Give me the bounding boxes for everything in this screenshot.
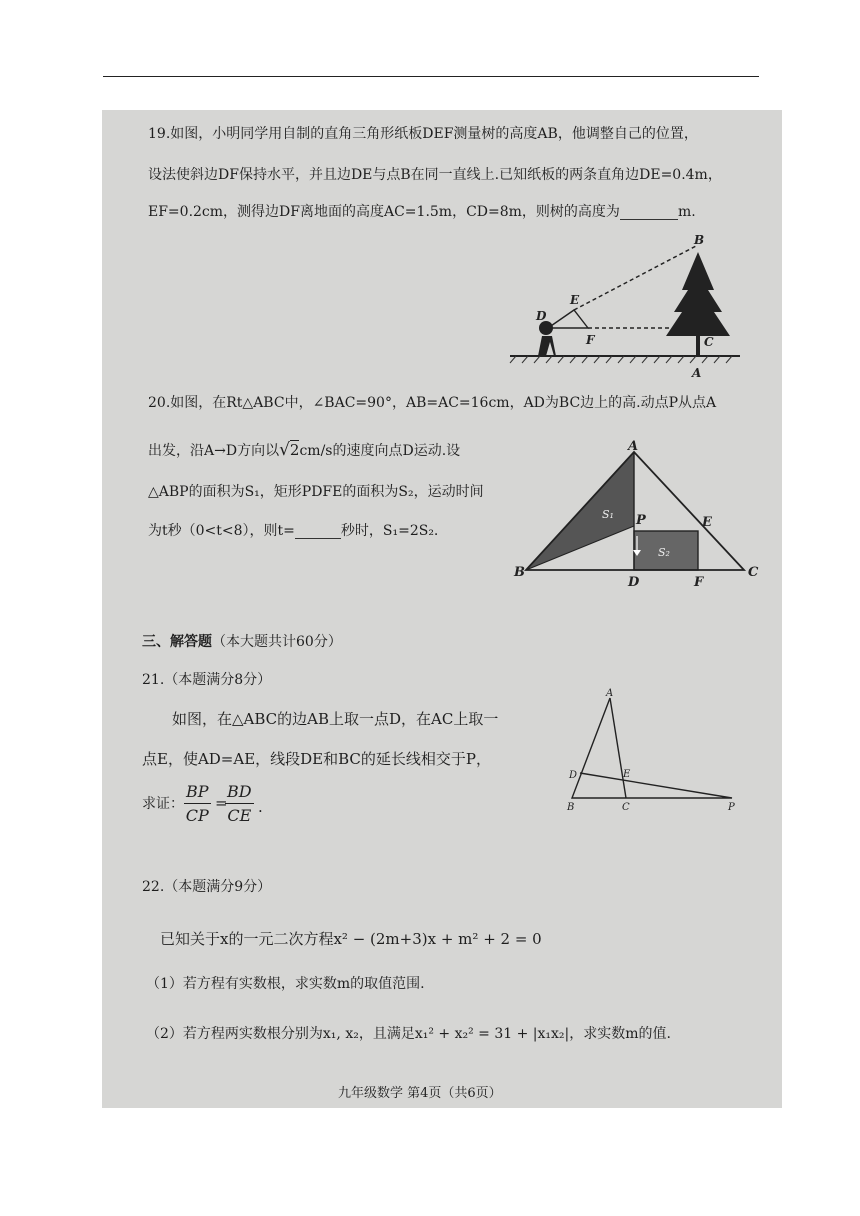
q19-line3 (148, 205, 696, 220)
fig20-label-A: A (628, 439, 639, 454)
q19-unit: m. (677, 204, 696, 220)
answer-blank[interactable] (620, 205, 678, 220)
q19-figure (508, 232, 748, 382)
fig20-label-S1: S₁ (602, 508, 614, 521)
q22-part1: （1）若方程有实数根，求实数m的取值范围. (146, 976, 425, 992)
fig21-label-A: A (606, 688, 614, 699)
fig21-label-P: P (728, 802, 735, 813)
q19-line1: 19.如图，小明同学用自制的直角三角形纸板DEF测量树的高度AB，他调整自己的位置， (148, 126, 698, 142)
fraction-bp-cp (184, 782, 211, 825)
frac1-numerator: BP (184, 782, 211, 804)
fig20-label-B: B (514, 565, 525, 580)
q20-figure (512, 440, 762, 590)
q22-part2: （2）若方程两实数根分别为x₁, x₂，且满足x₁² + x₂² = 31 + |x₁x₂|，求实数m的值. (146, 1026, 671, 1042)
q22-equation: 已知关于x的一元二次方程x² − (2m+3)x + m² + 2 = 0 (160, 930, 542, 948)
q20-line4-rest: 秒时，S₁=2S₂. (340, 523, 439, 539)
fig19-label-C: C (704, 335, 714, 349)
q20-line1: 20.如图，在Rt△ABC中，∠BAC=90°，AB=AC=16cm，AD为BC边上的高.动点P从点A (148, 395, 717, 411)
fig20-label-E: E (702, 515, 712, 530)
fraction-bd-ce (225, 782, 254, 825)
section-heading (142, 635, 342, 649)
q19-line3-text: EF=0.2cm，测得边DF离地面的高度AC=1.5m，CD=8m，则树的高度为 (148, 204, 620, 220)
page-footer: 九年级数学 第4页（共6页） (338, 1086, 502, 1101)
fig20-label-S2: S₂ (658, 546, 670, 559)
frac1-denominator: CP (185, 806, 209, 825)
q21-line2: 点E，使AD=AE，线段DE和BC的延长线相交于P， (142, 750, 492, 768)
fig21-label-B: B (567, 802, 575, 813)
equals-sign: = (215, 794, 228, 812)
fig20-label-C: C (748, 565, 759, 580)
q20-line3: △ABP的面积为S₁，矩形PDFE的面积为S₂，运动时间 (148, 484, 484, 500)
fig20-label-F: F (694, 575, 704, 590)
q21-head: 21.（本题满分8分） (142, 672, 272, 688)
q22-head: 22.（本题满分9分） (142, 879, 272, 895)
section-note: （本大题共计60分） (212, 634, 342, 650)
q20-line2-rest: cm/s的速度向点D运动.设 (299, 443, 461, 459)
q20-line2-text: 出发，沿A→D方向以 (148, 443, 280, 459)
section-title: 三、解答题 (142, 634, 212, 650)
q20-line2: 出发，沿A→D方向以√2cm/s的速度向点D运动.设 (148, 440, 461, 460)
fig19-label-E: E (570, 293, 580, 307)
q20-line4-text: 为t秒（0<t<8），则t= (148, 523, 295, 539)
fig19-label-D: D (536, 309, 547, 323)
fig19-label-B: B (694, 233, 705, 247)
period: . (258, 798, 263, 816)
frac2-denominator: CE (227, 806, 252, 825)
fig19-label-A: A (692, 366, 702, 380)
q21-figure (560, 688, 750, 818)
fig21-label-D: D (569, 770, 578, 781)
frac2-numerator: BD (225, 782, 254, 804)
sqrt-value: 2 (289, 441, 300, 459)
fig21-label-E: E (623, 769, 631, 780)
q20-line4 (148, 524, 438, 539)
q21-line1: 如图，在△ABC的边AB上取一点D，在AC上取一 (172, 710, 499, 728)
header-rule (103, 76, 759, 77)
fig19-label-F: F (586, 333, 595, 347)
q21-prove-label: 求证： (142, 796, 184, 812)
q19-line2: 设法使斜边DF保持水平，并且边DE与点B在同一直线上.已知纸板的两条直角边DE=0.4m， (148, 167, 722, 183)
fig20-label-D: D (628, 575, 640, 590)
answer-blank[interactable] (295, 524, 341, 539)
fig20-label-P: P (636, 513, 646, 528)
fig21-label-C: C (622, 802, 630, 813)
